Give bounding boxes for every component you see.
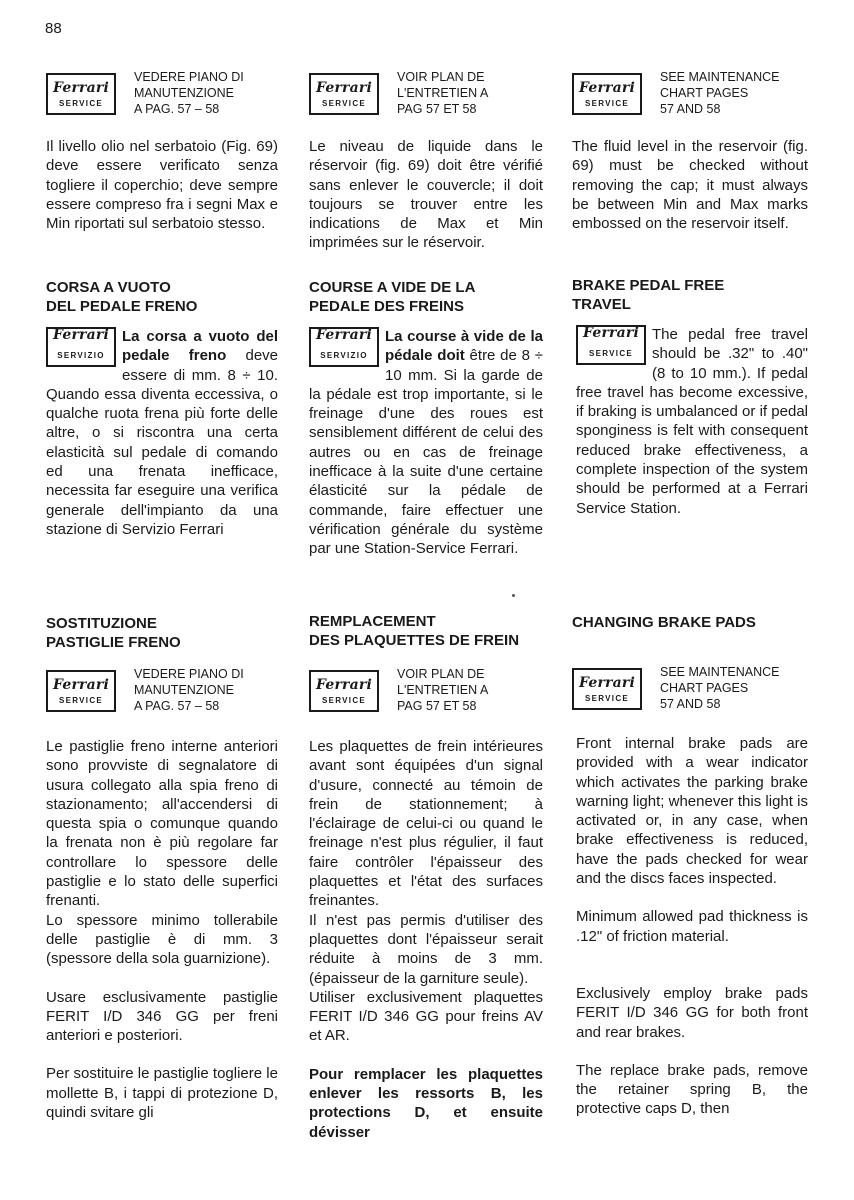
service-stamp-en-1: Ferrari SERVICE SEE MAINTENANCE CHART PAGES 57 AND 58: [572, 73, 779, 117]
ferrari-service-logo: Ferrari SERVICE: [572, 668, 642, 710]
print-speck: [512, 594, 515, 597]
heading-fr-brake-pads: REMPLACEMENT DES PLAQUETTES DE FREIN: [309, 613, 520, 649]
heading-it-brake-pads: SOSTITUZIONE PASTIGLIE FRENO: [46, 615, 181, 651]
service-stamp-fr-1: Ferrari SERVICE VOIR PLAN DE L'ENTRETIEN A PAG 57 ET 58: [309, 73, 488, 117]
service-stamp-en-3: Ferrari SERVICE SEE MAINTENANCE CHART PAGES 57 AND 58: [572, 668, 779, 712]
paragraph-fr-brake-pads: Les plaquettes de frein intérieures avant sont équipées d'un signal d'usure, connecté au témoin de frein de stationnement; à l'éclairage de celui-ci ou quand le freinage n'est plus régulier, il faut faire contrôler l'épaisseur des plaquettes et l'état des surfaces freinantes. Il n'est pas permis d'utiliser des plaquettes dont l'épaisseur serait réduite à moins de 3 mm. (épaisseur de la garniture seule). Utiliser exclusivement plaquettes FERIT I/D 346 GG pour freins AV et AR. Pour remplacer les plaquettes enlever les ressorts B, les protections D, et ensuite dévisser: [309, 738, 543, 1141]
ferrari-servizio-logo: Ferrari SERVIZIO: [309, 327, 379, 367]
service-stamp-fr-3: Ferrari SERVICE VOIR PLAN DE L'ENTRETIEN A PAG 57 ET 58: [309, 670, 488, 714]
paragraph-it-fluid-level: Il livello olio nel serbatoio (Fig. 69) deve essere verificato senza togliere il coperchio; deve sempre essere compreso fra i segni Max e Min riportati sul serbatoio stesso.: [46, 138, 278, 233]
paragraph-fr-fluid-level: Le niveau de liquide dans le réservoir (fig. 69) doit être vérifié sans enlever le couvercle; il doit toujours se trouver entre les indications de Max et Min imprimées sur le réservoir.: [309, 138, 543, 252]
paragraph-it-pedal-travel: Ferrari SERVIZIO La corsa a vuoto del pedale freno deve essere di mm. 8 ÷ 10. Quando essa diventa eccessiva, o qualche ruota frena più forte delle altre, o si riscontra una certa elasticità sul pedale di comando ed una frenata inefficace, necessita far eseguire una verifica generale dell'impianto da una stazione di Servizio Ferrari: [46, 327, 278, 538]
service-stamp-it-2: [46, 327, 116, 367]
paragraph-en-brake-pads: Front internal brake pads are provided with a wear indicator which activates the parking brake warning light; whenever this light is activated or, in any case, when brake effectiveness is reduced, have the pads checked for wear and the discs faces inspected. Minimum allowed pad thickness is .12" of friction material. Exclusively employ brake pads FERIT I/D 346 GG for both front and rear brakes. The replace brake pads, remove the retainer spring B, the protective caps D, then: [576, 735, 808, 1118]
ferrari-service-logo: Ferrari SERVICE: [572, 73, 642, 115]
ferrari-servizio-logo: Ferrari SERVIZIO: [46, 327, 116, 367]
paragraph-en-pedal-travel: Ferrari SERVICE The pedal free travel should be .32" to .40" (8 to 10 mm.). If pedal free travel has become excessive, if braking is umbalanced or if pedal sponginess is felt with consequent reduced brake effectiveness, a complete inspection of the system should be performed at a Ferrari Service Station.: [576, 325, 808, 517]
service-stamp-fr-2: [309, 327, 379, 367]
ferrari-service-logo: Ferrari SERVICE: [46, 73, 116, 115]
heading-en-brake-pads: CHANGING BRAKE PADS: [572, 614, 756, 631]
stamp-text: VEDERE PIANO DI MANUTENZIONE A PAG. 57 – 58: [134, 70, 244, 116]
ferrari-service-logo: Ferrari SERVICE: [309, 670, 379, 712]
ferrari-service-logo: Ferrari SERVICE: [46, 670, 116, 712]
heading-fr-pedal-travel: COURSE A VIDE DE LA PEDALE DES FREINS: [309, 279, 476, 315]
heading-en-pedal-travel: BRAKE PEDAL FREE TRAVEL: [572, 277, 725, 313]
service-stamp-it-1: [46, 70, 244, 117]
paragraph-fr-pedal-travel: Ferrari SERVIZIO La course à vide de la pédale doit être de 8 ÷ 10 mm. Si la garde de la pédale est trop importante, si le freinage d'une des roues est sensiblement différent de celui des autres ou en cas de freinage inefficace à la suite d'une certaine élasticité sur la pédale de commande, faire effectuer une vérification générale du système par une Station-Service Ferrari.: [309, 327, 543, 558]
ferrari-service-logo: Ferrari SERVICE: [309, 73, 379, 115]
paragraph-en-fluid-level: The fluid level in the reservoir (fig. 69) must be checked without removing the cap; it must always be between Min and Max marks embossed on the reservoir itself.: [572, 138, 808, 233]
page-number: 88: [45, 20, 62, 37]
ferrari-service-logo: Ferrari SERVICE: [576, 325, 646, 365]
heading-it-pedal-travel: CORSA A VUOTO DEL PEDALE FRENO: [46, 279, 198, 315]
paragraph-it-brake-pads: Le pastiglie freno interne anteriori sono provviste di segnalatore di usura collegato alla spia freno di stazionamento; all'accendersi di questa spia o comunque quando la frenata non è più regolare far controllare lo spessore delle pastiglie e lo stato delle superfici frenanti. Lo spessore minimo tollerabile delle pastiglie è di mm. 3 (spessore della sola guarnizione). Usare esclusivamente pastiglie FERIT I/D 346 GG per freni anteriori e posteriori. Per sostituire le pastiglie togliere le mollette B, i tappi di protezione D, quindi svitare gli: [46, 738, 278, 1122]
service-stamp-en-2: [576, 325, 646, 365]
service-stamp-it-3: Ferrari SERVICE VEDERE PIANO DI MANUTENZIONE A PAG. 57 – 58: [46, 670, 244, 714]
